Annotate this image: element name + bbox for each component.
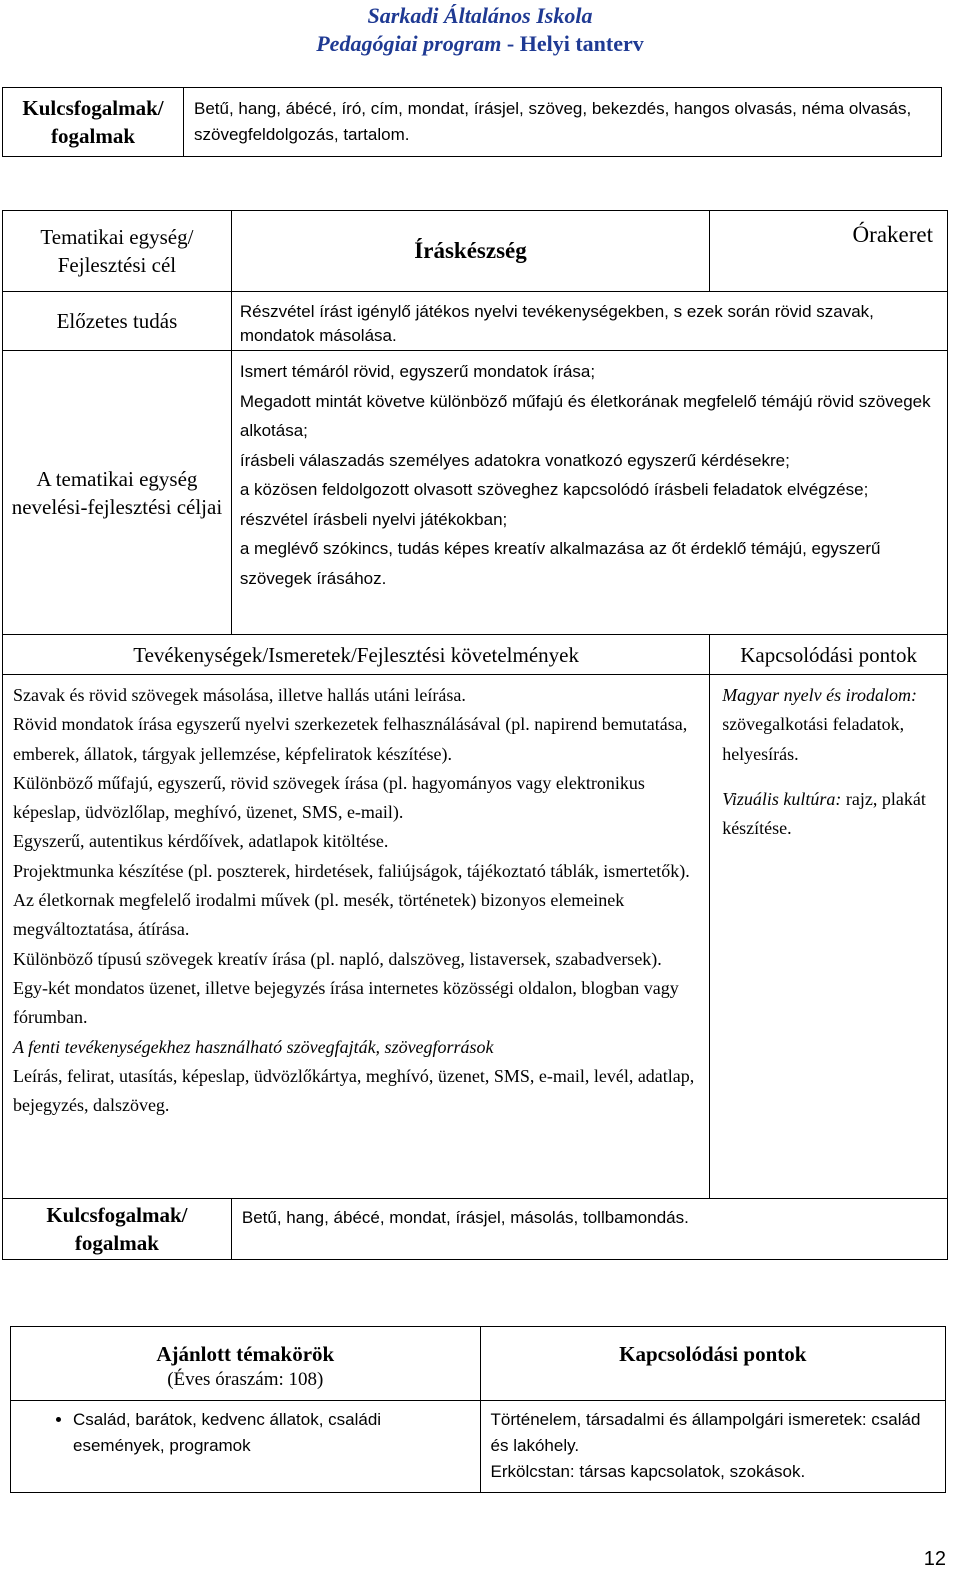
unit-label: Tematikai egység/ Fejlesztési cél xyxy=(3,211,232,292)
program-title: Pedagógiai program xyxy=(316,31,502,56)
text-types-list: Leírás, felirat, utasítás, képeslap, üdvözlőkártya, meghívó, üzenet, SMS, e-mail, levél, adatlap, bejegyzés, dalszöveg. xyxy=(13,1065,695,1116)
hours-label: Órakeret xyxy=(710,211,948,292)
topics-hours: (Éves óraszám: 108) xyxy=(167,1369,324,1390)
activity-item: Rövid mondatok írása egyszerű nyelvi szerkezetek felhasználásával (pl. napirend bemutatása, emberek, állatok, tárgyak jellemzése, képfeliratok készítése). xyxy=(13,714,688,764)
activity-item: Egyszerű, autentikus kérdőívek, adatlapok kitöltése. xyxy=(13,831,389,852)
links-cell xyxy=(710,675,948,1199)
bottom-links-header: Kapcsolódási pontok xyxy=(619,1342,807,1366)
link-visual-culture xyxy=(722,785,939,844)
top-keywords-table xyxy=(2,87,942,157)
goal-item: Megadott mintát követve különböző műfajú és életkorának megfelelő témájú rövid szövegek alkotása; xyxy=(239,391,931,440)
activity-item: Az életkornak megfelelő irodalmi művek (pl. mesék, történetek) bizonyos elemeinek megváltoztatása, átírása. xyxy=(13,890,625,940)
bottom-links-cell xyxy=(480,1401,945,1493)
prior-knowledge-text: Részvétel írást igénylő játékos nyelvi tevékenységekben, s ezek során rövid szavak, mondatok másolása. xyxy=(231,292,947,351)
topics-list xyxy=(47,1407,440,1459)
link-subject-visual: Vizuális kultúra: xyxy=(722,788,842,809)
recommended-topics-table xyxy=(10,1326,946,1493)
topics-list-cell xyxy=(11,1401,481,1493)
keywords-label-bottom: Kulcsfogalmak/ fogalmak xyxy=(3,1199,232,1260)
keywords-text-bottom: Betű, hang, ábécé, mondat, írásjel, másolás, tollbamondás. xyxy=(231,1199,947,1260)
activities-list xyxy=(3,675,710,1199)
thematic-unit-table xyxy=(2,210,948,1260)
keywords-text-top: Betű, hang, ábécé, író, cím, mondat, írásjel, szöveg, bekezdés, hangos olvasás, néma olvasás, szövegfeldolgozás, tartalom. xyxy=(184,88,942,157)
activity-item: Szavak és rövid szövegek másolása, illetve hallás utáni leírása. xyxy=(13,685,466,705)
page-number: 12 xyxy=(923,1548,946,1570)
prior-knowledge-label: Előzetes tudás xyxy=(3,292,232,351)
link-text-hungarian: szövegalkotási feladatok, helyesírás. xyxy=(722,714,905,764)
links-header: Kapcsolódási pontok xyxy=(710,635,948,675)
goal-item: Ismert témáról rövid, egyszerű mondatok írása; xyxy=(239,362,596,381)
activity-item: Különböző műfajú, egyszerű, rövid szövegek írása (pl. hagyományos vagy elektronikus képeslap, üdvözlőlap, meghívó, üzenet, SMS, e-mail). xyxy=(13,772,645,823)
bottom-links-header-cell xyxy=(480,1327,945,1401)
goal-item: írásbeli válaszadás személyes adatokra vonatkozó egyszerű kérdésekre; xyxy=(239,450,790,470)
link-subject-hungarian: Magyar nyelv és irodalom: xyxy=(722,685,917,705)
activities-header: Tevékenységek/Ismeretek/Fejlesztési követelmények xyxy=(3,635,710,675)
link-text-visual: rajz, plakát készítése. xyxy=(722,788,926,839)
goals-label: A tematikai egység nevelési-fejlesztési céljai xyxy=(3,351,232,635)
document-subtitle xyxy=(0,30,960,58)
keywords-label-top: Kulcsfogalmak/ fogalmak xyxy=(3,88,184,157)
goal-item: részvétel írásbeli nyelvi játékokban; xyxy=(239,509,508,529)
bottom-link-item: Történelem, társadalmi és állampolgári ismeretek: család és lakóhely. xyxy=(490,1410,921,1455)
text-types-heading: A fenti tevékenységekhez használható szövegfajták, szövegforrások xyxy=(13,1036,494,1057)
goal-item: a közösen feldolgozott olvasott szöveghez kapcsolódó írásbeli feladatok elvégzése; xyxy=(239,480,869,499)
topics-header-cell xyxy=(11,1327,481,1401)
school-name: Sarkadi Általános Iskola xyxy=(367,3,593,28)
goals-list xyxy=(231,351,947,635)
header-separator: - xyxy=(501,31,520,56)
bottom-link-item: Erkölcstan: társas kapcsolatok, szokások. xyxy=(490,1462,806,1481)
local-curriculum-title: Helyi tanterv xyxy=(519,31,644,56)
unit-title: Íráskészség xyxy=(231,211,709,292)
topic-item: • Család, barátok, kedvenc állatok, családi események, programok xyxy=(73,1407,440,1459)
goal-item: a meglévő szókincs, tudás képes kreatív alkalmazása az őt érdeklő témájú, egyszerű szövegek írásához. xyxy=(239,539,881,588)
topics-header: Ajánlott témakörök xyxy=(156,1342,335,1366)
activity-item: Egy-két mondatos üzenet, illetve bejegyzés írása internetes közösségi oldalon, blogban vagy fórumban. xyxy=(13,977,679,1028)
activity-item: Projektmunka készítése (pl. poszterek, hirdetések, faliújságok, tájékoztató táblák, ismertetők). xyxy=(13,860,690,881)
activity-item: Különböző típusú szövegek kreatív írása (pl. napló, dalszöveg, listaversek, szabadversek). xyxy=(13,948,662,969)
